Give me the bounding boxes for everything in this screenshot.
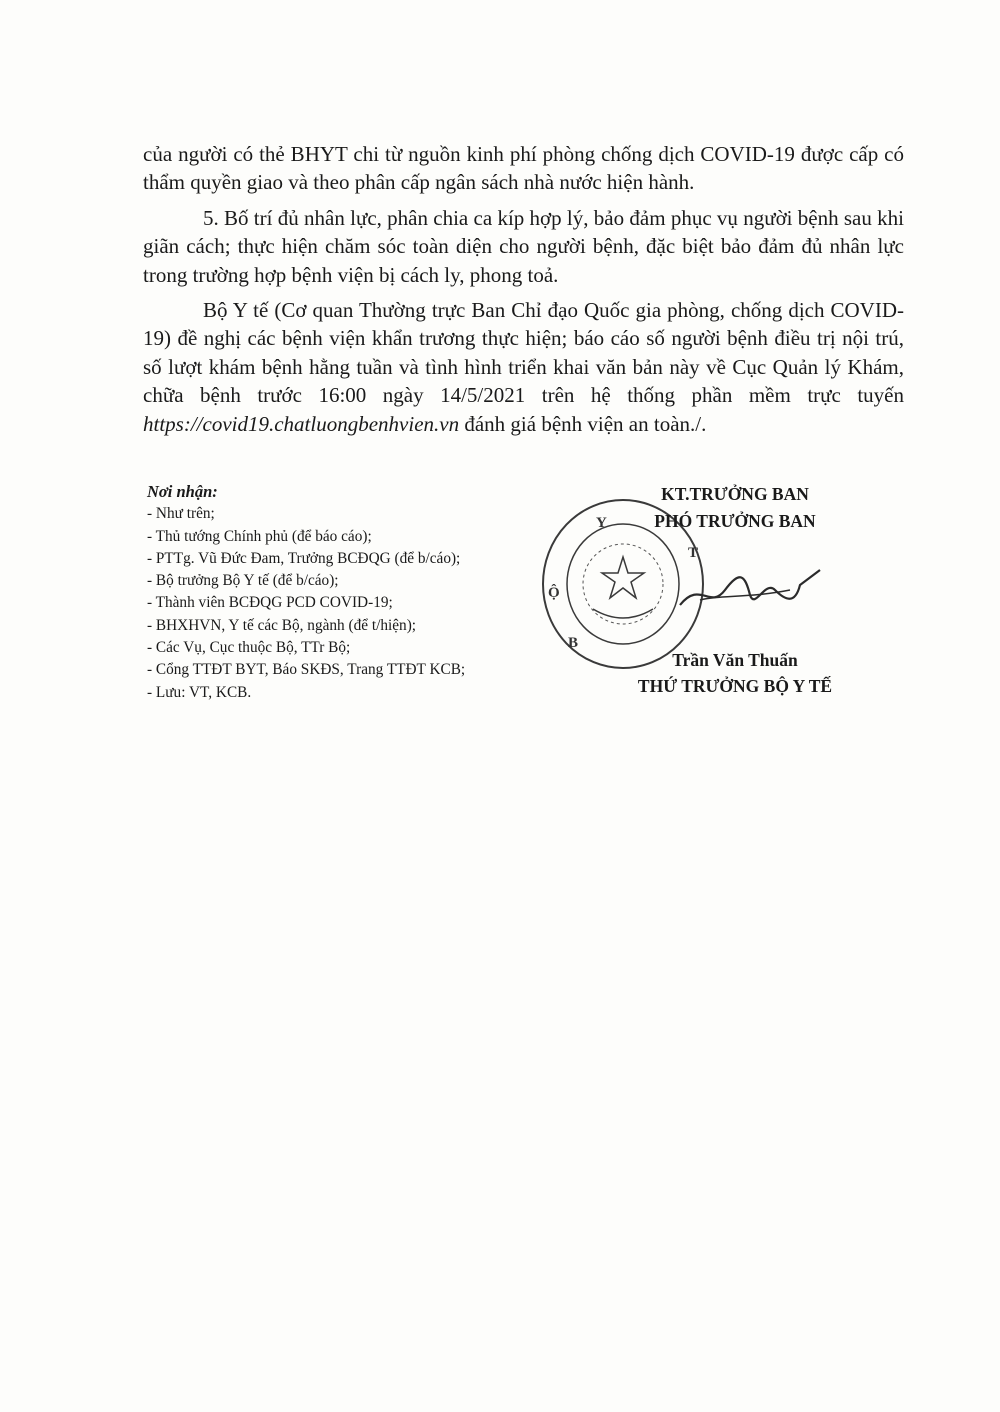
handwritten-signature-icon xyxy=(670,560,830,620)
recipient-item: - BHXHVN, Y tế các Bộ, ngành (để t/hiện); xyxy=(147,616,417,634)
recipient-item: - Cổng TTĐT BYT, Báo SKĐS, Trang TTĐT KCB; xyxy=(147,661,466,679)
seal-letter: Y xyxy=(596,515,607,531)
recipients-list xyxy=(147,503,557,704)
paragraph-item-5: 5. Bố trí đủ nhân lực, phân chia ca kíp hợp lý, bảo đảm phục vụ người bệnh sau khi giãn cách; thực hiện chăm sóc toàn diện cho người bệnh, đặc biệt bảo đảm đủ nhân lực trong trường hợp bệnh viện bị cách ly, phong toả. xyxy=(143,205,904,287)
recipient-item: - Như trên; xyxy=(147,505,215,523)
paragraph-closing xyxy=(143,296,904,438)
recipient-item: - Thành viên BCĐQG PCD COVID-19; xyxy=(147,594,393,612)
url-link[interactable]: https://covid19.chatluongbenhvien.vn xyxy=(143,411,460,436)
signer-title-line1: KT.TRƯỞNG BAN xyxy=(661,484,809,504)
seal-letter: T xyxy=(688,545,699,561)
signer-name: Trần Văn Thuấn xyxy=(672,650,798,670)
signer-title-line2: PHÓ TRƯỞNG BAN xyxy=(654,511,816,531)
recipient-item: - Lưu: VT, KCB. xyxy=(147,683,252,701)
closing-text-before: Bộ Y tế (Cơ quan Thường trực Ban Chỉ đạo Quốc gia phòng, chống dịch COVID-19) đề nghị các bệnh viện khẩn trương thực hiện; báo cáo số người bệnh điều trị nội trú, số lượt khám bệnh hằng tuần và tình hình triển khai văn bản này về Cục Quản lý Khám, chữa bệnh trước 16:00 ngày 14/5/2021 trên hệ thống phần mềm trực tuyến xyxy=(143,298,904,408)
recipient-item: - Thủ tướng Chính phủ (để báo cáo); xyxy=(147,527,372,545)
signature-block xyxy=(600,481,870,696)
paragraph-continuation: của người có thẻ BHYT chi từ nguồn kinh phí phòng chống dịch COVID-19 được cấp có thẩm quyền giao và theo phân cấp ngân sách nhà nước hiện hành. xyxy=(143,142,904,195)
recipient-item: - Bộ trưởng Bộ Y tế (để b/cáo); xyxy=(147,572,339,590)
closing-text-after: đánh giá bệnh viện an toàn./. xyxy=(459,411,707,436)
signer-position: THỨ TRƯỞNG BỘ Y TẾ xyxy=(637,676,833,696)
body-text xyxy=(143,140,904,445)
seal-letter: Ộ xyxy=(548,585,560,601)
seal-letter: B xyxy=(568,635,579,651)
recipient-item: - Các Vụ, Cục thuộc Bộ, TTr Bộ; xyxy=(147,639,351,657)
recipients-heading: Nơi nhận: xyxy=(147,482,218,501)
recipients-block xyxy=(147,481,557,704)
recipient-item: - PTTg. Vũ Đức Đam, Trưởng BCĐQG (để b/cáo); xyxy=(147,549,461,567)
